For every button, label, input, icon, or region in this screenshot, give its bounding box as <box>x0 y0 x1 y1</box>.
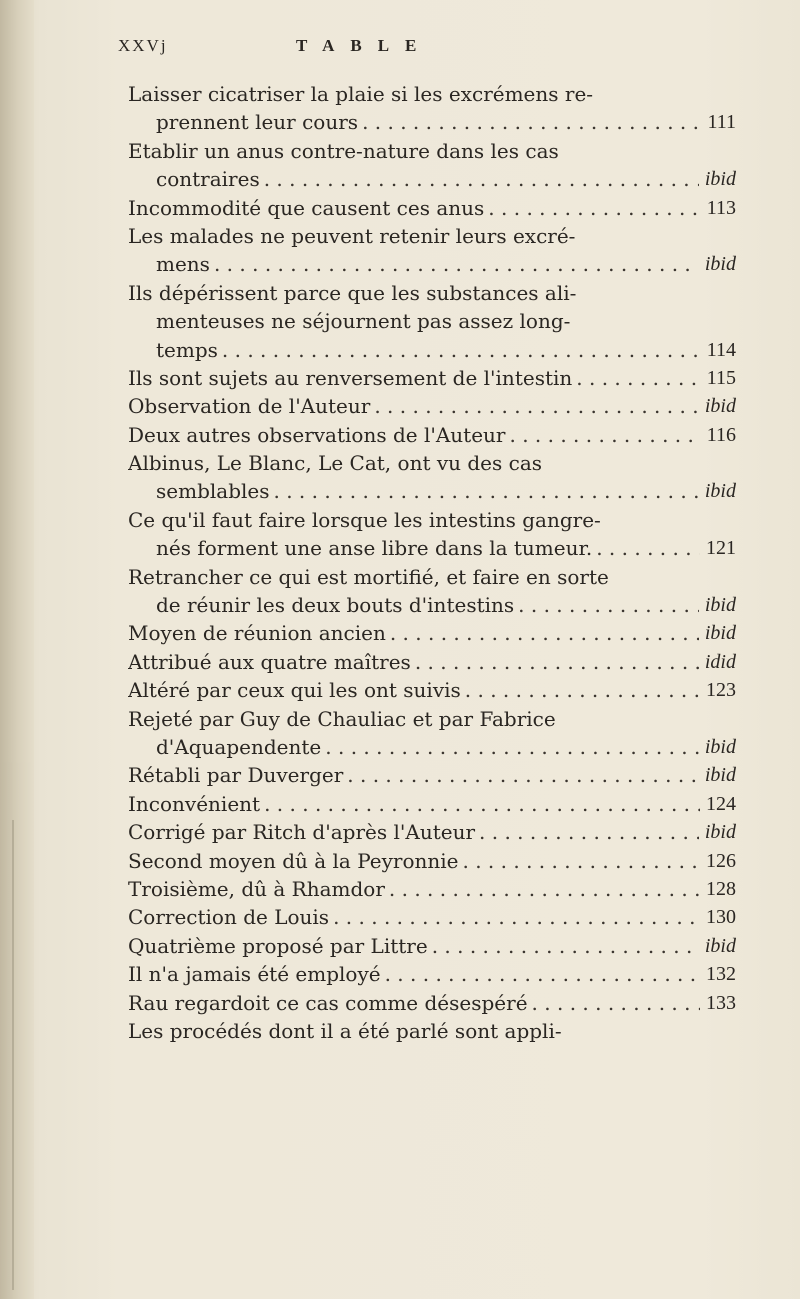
toc-entry <box>128 449 736 477</box>
entry-text: Il n'a jamais été employé <box>128 962 381 987</box>
toc-entry <box>128 194 736 222</box>
page-reference: ibid <box>704 735 736 758</box>
dot-leader <box>432 932 699 960</box>
toc-entry <box>128 932 736 960</box>
toc-entry <box>128 279 736 307</box>
dot-leader <box>325 733 699 761</box>
entry-text: Les malades ne peuvent retenir leurs excré- <box>128 223 576 248</box>
dot-leader <box>222 336 701 364</box>
entry-text: menteuses ne séjournent pas assez long- <box>156 309 571 334</box>
dot-leader <box>415 648 699 676</box>
toc-entry <box>128 506 736 534</box>
dot-leader <box>333 903 700 931</box>
toc-entry <box>128 761 736 789</box>
page-reference: idid <box>704 650 736 673</box>
dot-leader <box>362 108 701 136</box>
dot-leader <box>214 250 699 278</box>
page-reference: 114 <box>706 338 736 361</box>
toc-entry <box>128 336 736 364</box>
entry-text: Observation de l'Auteur <box>128 394 371 419</box>
toc-entry <box>128 818 736 846</box>
page-reference: ibid <box>704 594 736 617</box>
page-reference: 124 <box>706 792 736 815</box>
page-reference: ibid <box>704 934 736 957</box>
toc-entry <box>128 847 736 875</box>
toc-entry <box>128 960 736 988</box>
dot-leader <box>347 761 699 789</box>
entry-text: Incommodité que causent ces anus <box>128 195 485 220</box>
toc-entry <box>128 392 736 420</box>
dot-leader <box>576 364 700 392</box>
entry-text: Rétabli par Duverger <box>128 763 344 788</box>
entry-text: Laisser cicatriser la plaie si les excrémens re- <box>128 82 594 106</box>
entry-text: Ce qu'il faut faire lorsque les intestins gangre- <box>128 507 601 532</box>
dot-leader <box>264 790 700 818</box>
entry-text: Corrigé par Ritch d'après l'Auteur <box>128 820 476 845</box>
dot-leader <box>374 392 699 420</box>
toc-entry <box>128 676 736 704</box>
page-reference: 133 <box>706 991 736 1014</box>
dot-leader <box>389 875 700 903</box>
toc-entry <box>128 705 736 733</box>
page-reference: 115 <box>706 366 736 389</box>
page-reference: 132 <box>706 963 736 986</box>
page-number: XXVj <box>118 36 168 55</box>
book-gutter <box>0 0 34 1299</box>
toc-entry <box>128 80 736 108</box>
page-reference: ibid <box>704 622 736 645</box>
toc-entry <box>128 108 736 136</box>
toc-entry <box>128 875 736 903</box>
entry-text: Correction de Louis <box>128 905 330 930</box>
entry-text: temps <box>156 337 218 362</box>
entry-text: Les procédés dont il a été parlé sont appli- <box>128 1018 562 1043</box>
entry-text: Ils sont sujets au renversement de l'intestin <box>128 365 573 390</box>
dot-leader <box>509 421 700 449</box>
page-reference: ibid <box>704 480 736 503</box>
toc-entry <box>128 648 736 676</box>
entry-text: de réunir les deux bouts d'intestins <box>156 593 515 618</box>
entry-text: Altéré par ceux qui les ont suivis <box>128 678 461 703</box>
toc-entry <box>128 250 736 278</box>
toc-entry <box>128 222 736 250</box>
running-title: TABLE <box>296 36 433 55</box>
page-reference: 130 <box>706 906 736 929</box>
running-header <box>118 36 678 66</box>
page-reference: ibid <box>704 253 736 276</box>
entry-text: prennent leur cours <box>156 110 359 135</box>
toc-entry <box>128 165 736 193</box>
dot-leader <box>274 477 699 505</box>
gutter-shadow <box>12 820 14 1290</box>
entry-text: Etablir un anus contre-nature dans les cas <box>128 138 559 163</box>
dot-leader <box>463 847 701 875</box>
entry-text: Moyen de réunion ancien <box>128 621 386 646</box>
entry-text: Troisième, dû à Rhamdor <box>128 876 385 901</box>
toc-entry <box>128 477 736 505</box>
page-reference: ibid <box>704 764 736 787</box>
page-reference: ibid <box>704 168 736 191</box>
page-reference: 121 <box>706 537 736 560</box>
toc-entry <box>128 563 736 591</box>
toc-entry <box>128 790 736 818</box>
dot-leader <box>596 534 700 562</box>
dot-leader <box>488 194 700 222</box>
toc-entry <box>128 989 736 1017</box>
toc-entry <box>128 307 736 335</box>
toc-entry <box>128 421 736 449</box>
page-reference: 128 <box>706 877 736 900</box>
toc-entry <box>128 903 736 931</box>
entry-text: Ils dépérissent parce que les substances ali- <box>128 280 577 305</box>
entry-text: Deux autres observations de l'Auteur <box>128 422 506 447</box>
page-reference: 126 <box>706 849 736 872</box>
dot-leader <box>390 619 699 647</box>
entry-text: nés forment une anse libre dans la tumeur. <box>156 536 593 561</box>
dot-leader <box>465 676 700 704</box>
toc-entry <box>128 364 736 392</box>
dot-leader <box>479 818 699 846</box>
table-of-contents <box>128 80 736 1045</box>
page-reference: 111 <box>707 111 736 134</box>
toc-entry <box>128 534 736 562</box>
entry-text: Quatrième proposé par Littre <box>128 933 428 958</box>
entry-text: d'Aquapendente <box>156 734 322 759</box>
toc-entry <box>128 1017 736 1045</box>
entry-text: Rau regardoit ce cas comme désespéré <box>128 990 528 1015</box>
entry-text: mens <box>156 252 210 277</box>
entry-text: semblables <box>156 479 270 504</box>
page-reference: ibid <box>704 821 736 844</box>
dot-leader <box>385 960 700 988</box>
entry-text: Retrancher ce qui est mortifié, et faire en sorte <box>128 564 609 589</box>
toc-entry <box>128 733 736 761</box>
entry-text: contraires <box>156 167 260 192</box>
toc-entry <box>128 591 736 619</box>
page-reference: 113 <box>706 196 736 219</box>
dot-leader <box>518 591 699 619</box>
page-reference: 116 <box>706 423 736 446</box>
entry-text: Albinus, Le Blanc, Le Cat, ont vu des cas <box>128 451 543 476</box>
entry-text: Second moyen dû à la Peyronnie <box>128 848 459 873</box>
dot-leader <box>532 989 700 1017</box>
toc-entry <box>128 619 736 647</box>
page-reference: ibid <box>704 395 736 418</box>
entry-text: Attribué aux quatre maîtres <box>128 649 411 674</box>
dot-leader <box>264 165 699 193</box>
entry-text: Inconvénient <box>128 791 261 816</box>
toc-entry <box>128 137 736 165</box>
page-reference: 123 <box>706 679 736 702</box>
entry-text: Rejeté par Guy de Chauliac et par Fabrice <box>128 706 556 731</box>
